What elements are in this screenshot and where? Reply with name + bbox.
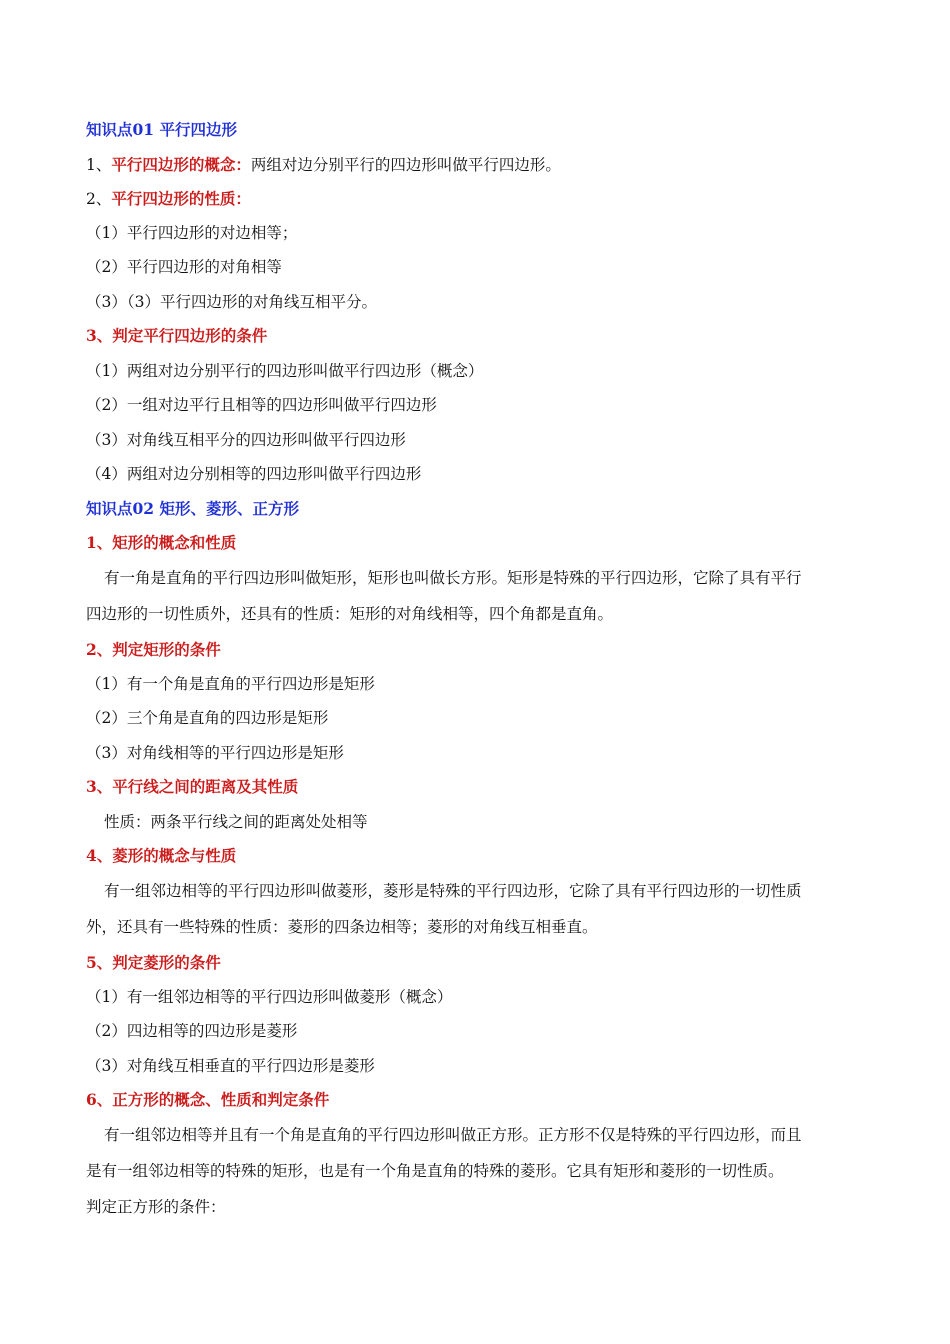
heading-square: 6、正方形的概念、性质和判定条件 — [86, 1090, 330, 1109]
rhombus-condition-item: （2）四边相等的四边形是菱形 — [86, 1022, 298, 1040]
heading-parallelogram-conditions: 3、判定平行四边形的条件 — [86, 326, 268, 345]
parallel-distance-text: 性质：两条平行线之间的距离处处相等 — [104, 813, 368, 831]
condition-item: （2）一组对边平行且相等的四边形叫做平行四边形 — [86, 396, 437, 414]
square-paragraph-line-1: 有一组邻边相等并且有一个角是直角的平行四边形叫做正方形。正方形不仅是特殊的平行四边形，而且 — [104, 1126, 802, 1144]
rhombus-paragraph-line-2: 外，还具有一些特殊的性质：菱形的四条边相等；菱形的对角线互相垂直。 — [86, 918, 598, 936]
rectangle-paragraph-line-2: 四边形的一切性质外，还具有的性质：矩形的对角线相等，四个角都是直角。 — [86, 605, 614, 623]
item-number: 1、 — [86, 156, 112, 174]
heading-rhombus-definition: 4、菱形的概念与性质 — [86, 846, 237, 865]
rhombus-paragraph-line-1: 有一组邻边相等的平行四边形叫做菱形，菱形是特殊的平行四边形，它除了具有平行四边形的一切性质 — [104, 882, 802, 900]
para-parallelogram-definition — [86, 155, 561, 175]
rhombus-condition-item: （1）有一组邻边相等的平行四边形叫做菱形（概念） — [86, 988, 453, 1006]
properties-label: 平行四边形的性质： — [111, 189, 251, 208]
section-title-k02: 知识点02 矩形、菱形、正方形 — [86, 499, 299, 518]
rhombus-condition-item: （3）对角线互相垂直的平行四边形是菱形 — [86, 1057, 375, 1075]
condition-item: （3）对角线互相平分的四边形叫做平行四边形 — [86, 431, 406, 449]
heading-rhombus-conditions: 5、判定菱形的条件 — [86, 953, 221, 972]
rectangle-condition-item: （2）三个角是直角的四边形是矩形 — [86, 709, 329, 727]
rectangle-condition-item: （3）对角线相等的平行四边形是矩形 — [86, 744, 344, 762]
rectangle-paragraph-line-1: 有一角是直角的平行四边形叫做矩形，矩形也叫做长方形。矩形是特殊的平行四边形，它除了具有平行 — [104, 569, 802, 587]
property-item: （3）（3）平行四边形的对角线互相平分。 — [86, 293, 377, 311]
condition-item: （1）两组对边分别平行的四边形叫做平行四边形（概念） — [86, 362, 484, 380]
heading-rectangle-definition: 1、矩形的概念和性质 — [86, 533, 237, 552]
definition-text: 两组对边分别平行的四边形叫做平行四边形。 — [250, 156, 561, 174]
square-paragraph-line-2: 是有一组邻边相等的特殊的矩形，也是有一个角是直角的特殊的菱形。它具有矩形和菱形的一切性质。 — [86, 1162, 784, 1180]
condition-item: （4）两组对边分别相等的四边形叫做平行四边形 — [86, 465, 422, 483]
section-title-k01: 知识点01 平行四边形 — [86, 120, 237, 139]
heading-parallelogram-properties — [86, 189, 251, 209]
heading-parallel-distance: 3、平行线之间的距离及其性质 — [86, 777, 299, 796]
definition-label: 平行四边形的概念： — [111, 155, 251, 174]
heading-rectangle-conditions: 2、判定矩形的条件 — [86, 640, 221, 659]
item-number: 2、 — [86, 190, 112, 208]
property-item: （1）平行四边形的对边相等； — [86, 224, 298, 242]
rectangle-condition-item: （1）有一个角是直角的平行四边形是矩形 — [86, 675, 375, 693]
property-item: （2）平行四边形的对角相等 — [86, 258, 282, 276]
square-conditions-label: 判定正方形的条件： — [86, 1198, 226, 1216]
